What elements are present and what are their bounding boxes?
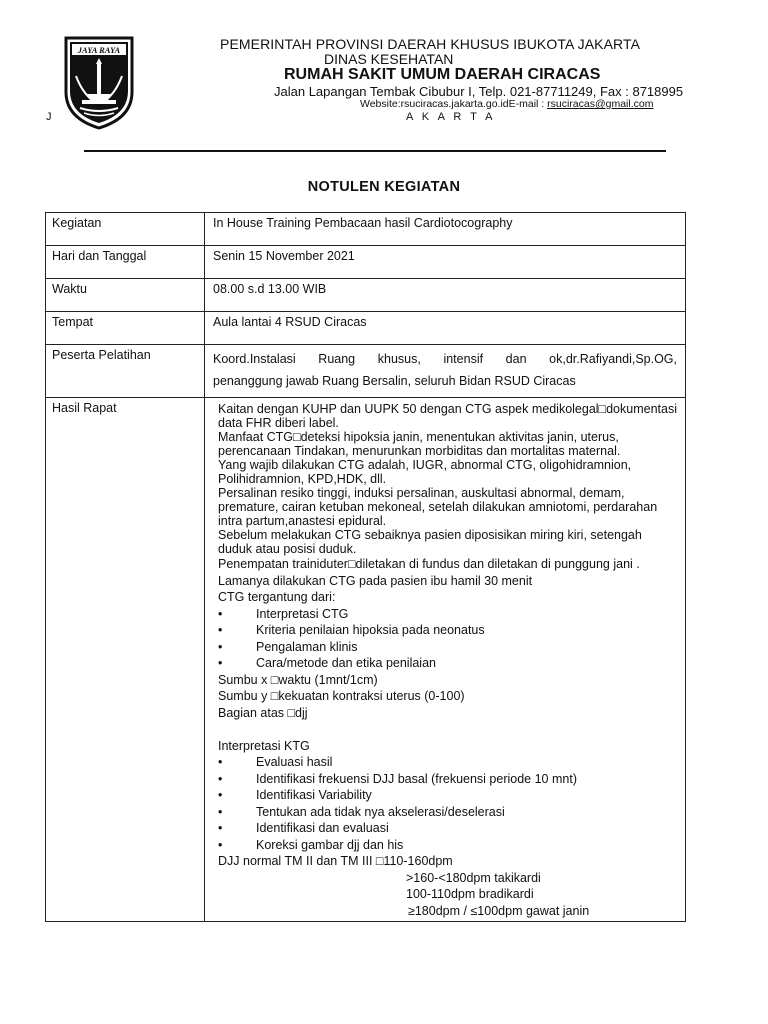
- row-label: Tempat: [46, 312, 205, 345]
- table-row: [46, 398, 686, 922]
- table-row: [46, 213, 686, 246]
- list-item: • Koreksi gambar djj dan his: [218, 837, 677, 854]
- table-row: [46, 312, 686, 345]
- list-item: • Pengalaman klinis: [218, 639, 677, 656]
- letterhead-hospital: RUMAH SAKIT UMUM DAERAH CIRACAS: [284, 66, 601, 83]
- row-value: 08.00 s.d 13.00 WIB: [205, 279, 686, 312]
- letterhead-government: PEMERINTAH PROVINSI DAERAH KHUSUS IBUKOTA JAKARTA: [220, 36, 641, 52]
- email-link[interactable]: rsuciracas@gmail.com: [547, 98, 654, 110]
- result-paragraph: Penempatan trainiduter□diletakan di fundus dan diletakan di punggung jani .: [218, 557, 640, 571]
- result-paragraph: Sumbu y □kekuatan kontraksi uterus (0-100): [218, 689, 465, 703]
- letterhead-website: Website:rsuciracas.jakarta.go.idE-mail :: [360, 98, 548, 110]
- result-paragraph: Kaitan dengan KUHP dan UUPK 50 dengan CTG aspek medikolegal□dokumentasi data FHR diberi label.: [218, 402, 677, 430]
- row-label: Kegiatan: [46, 213, 205, 246]
- ctg-factors-list: [218, 606, 677, 672]
- peserta-line: Koord.Instalasi Ruang khusus, intensif dan ok,dr.Rafiyandi,Sp.OG,: [213, 352, 677, 366]
- letterhead-divider: [84, 150, 666, 152]
- row-value: [205, 345, 686, 398]
- row-value: Aula lantai 4 RSUD Ciracas: [205, 312, 686, 345]
- table-row: [46, 246, 686, 279]
- jaya-raya-logo: [62, 34, 136, 130]
- list-item: • Tentukan ada tidak nya akselerasi/deselerasi: [218, 804, 677, 821]
- result-paragraph: Manfaat CTG□deteksi hipoksia janin, menentukan aktivitas janin, uterus, perencanaan Tindakan, menurunkan morbiditas dan mortalitas maternal.: [218, 430, 621, 458]
- result-paragraph: Persalinan resiko tinggi, induksi persalinan, auskultasi abnormal, demam, premature, cairan ketuban mekoneal, setelah dilakukan amniotomi, perdarahan intra partum,anastesi epidural.: [218, 486, 658, 528]
- row-value: In House Training Pembacaan hasil Cardiotocography: [205, 213, 686, 246]
- result-paragraph: ≥180dpm / ≤100dpm gawat janin: [408, 903, 590, 918]
- letterhead-address: Jalan Lapangan Tembak Cibubur I, Telp. 021-87711249, Fax : 8718995: [274, 84, 684, 99]
- ktg-steps-list: [218, 754, 677, 853]
- row-label: Peserta Pelatihan: [46, 345, 205, 398]
- list-item: • Kriteria penilaian hipoksia pada neonatus: [218, 622, 677, 639]
- result-paragraph: Lamanya dilakukan CTG pada pasien ibu hamil 30 menit: [218, 573, 533, 588]
- row-label: Hasil Rapat: [46, 398, 205, 922]
- result-paragraph: Yang wajib dilakukan CTG adalah, IUGR, abnormal CTG, oligohidramnion, Polihidramnion, KPD,HDK, dll.: [218, 458, 632, 486]
- row-label: Hari dan Tanggal: [46, 246, 205, 279]
- result-paragraph: Sebelum melakukan CTG sebaiknya pasien diposisikan miring kiri, setengah duduk atau posisi duduk.: [218, 528, 642, 556]
- result-paragraph: DJJ normal TM II dan TM III □110-160dpm: [218, 854, 453, 868]
- logo-text: JAYA RAYA: [77, 45, 121, 55]
- result-paragraph: 100-110dpm bradikardi: [406, 887, 534, 901]
- letterhead-contact: [360, 98, 653, 110]
- table-row: [46, 279, 686, 312]
- row-label: Waktu: [46, 279, 205, 312]
- result-paragraph: >160-<180dpm takikardi: [406, 870, 541, 885]
- blank-line: [218, 721, 677, 738]
- stray-letter: J: [46, 111, 52, 123]
- list-item: • Interpretasi CTG: [218, 606, 677, 623]
- letterhead-agency: DINAS KESEHATAN: [324, 51, 454, 67]
- document-title: NOTULEN KEGIATAN: [307, 179, 461, 195]
- peserta-line: penanggung jawab Ruang Bersalin, seluruh Bidan RSUD Ciracas: [213, 374, 576, 388]
- list-item: • Identifikasi frekuensi DJJ basal (frekuensi periode 10 mnt): [218, 771, 677, 788]
- table-row: [46, 345, 686, 398]
- meeting-results: [205, 398, 686, 922]
- result-paragraph: Interpretasi KTG: [218, 738, 310, 753]
- minutes-table: [45, 212, 686, 922]
- list-item: • Identifikasi Variability: [218, 787, 677, 804]
- list-item: • Evaluasi hasil: [218, 754, 677, 771]
- row-value: Senin 15 November 2021: [205, 246, 686, 279]
- list-item: • Identifikasi dan evaluasi: [218, 820, 677, 837]
- result-paragraph: CTG tergantung dari:: [218, 590, 336, 604]
- result-paragraph: Bagian atas □djj: [218, 705, 308, 720]
- letterhead-city: A K A R T A: [406, 111, 496, 123]
- list-item: • Cara/metode dan etika penilaian: [218, 655, 677, 672]
- result-paragraph: Sumbu x □waktu (1mnt/1cm): [218, 672, 378, 687]
